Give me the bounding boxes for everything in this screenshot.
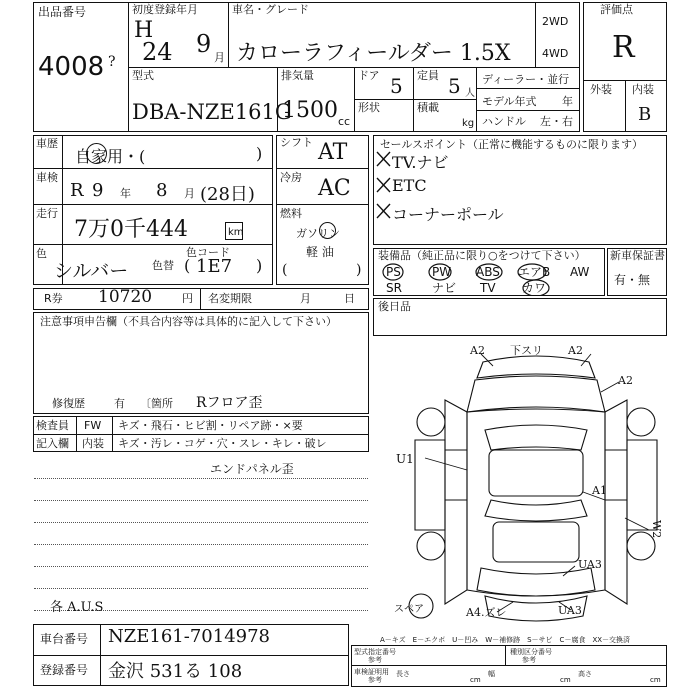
- equip-pw: PW: [432, 265, 452, 279]
- fuel-label: 燃料: [280, 207, 302, 220]
- equip-tv: TV: [480, 281, 496, 295]
- name-change-month: 月: [300, 292, 311, 305]
- sales-point-1: TV.ナビ: [392, 153, 449, 172]
- handle-label: ハンドル: [482, 115, 526, 128]
- fuel-paren-close: ): [356, 262, 362, 278]
- width-unit: cm: [560, 676, 571, 684]
- fw-label: FW: [84, 419, 102, 432]
- load-label: 積載: [417, 101, 439, 114]
- mark-a4-rear: A4.ズレ: [466, 606, 507, 619]
- inspection-month: 8: [156, 180, 168, 201]
- mark-ua3-rear-right: UA3: [578, 558, 602, 571]
- color-paren-open: (: [184, 256, 191, 275]
- first-reg-era: H: [134, 18, 154, 43]
- after-fit-label: 後日品: [378, 300, 411, 313]
- doors-label: ドア: [358, 69, 380, 82]
- mark-u1-left: U1: [396, 452, 414, 466]
- mark-ua3-rear: UA3: [558, 604, 582, 617]
- mileage-unit: km: [228, 227, 244, 238]
- equip-sr: SR: [386, 281, 402, 295]
- recycle-unit: 円: [182, 292, 193, 305]
- equip-ps: PS: [386, 265, 401, 279]
- ac-label: 冷房: [280, 171, 302, 184]
- mark-a2-front-right: A2: [568, 344, 583, 357]
- inspection-year-unit: 年: [120, 187, 131, 200]
- person-unit: 人: [465, 88, 475, 99]
- history-circle: [86, 143, 107, 164]
- ac-value: AC: [318, 176, 351, 201]
- cc-unit: cc: [338, 115, 351, 128]
- sales-point-3: コーナーポール: [392, 205, 504, 224]
- cert-label: 車検証明用: [354, 668, 389, 676]
- car-name: カローラフィールダー 1.5X: [236, 41, 511, 66]
- reg-label: 登録番号: [40, 663, 89, 677]
- interior-score: B: [638, 104, 652, 125]
- repair-label: 修復歴: [52, 397, 85, 410]
- history-label: 車歴: [36, 137, 58, 150]
- sales-point-2: ETC: [392, 176, 427, 195]
- exterior-label: 外装: [590, 83, 612, 96]
- recycle-value: 10720: [98, 287, 153, 307]
- mark-a2-front-left: A2: [470, 344, 485, 357]
- mileage-label: 走行: [36, 207, 58, 220]
- int-label: 内装: [82, 437, 104, 450]
- displacement-label: 排気量: [281, 69, 314, 82]
- damage-legend: A－キズ E－エクボ U－凹み W－補修跡 S－サビ C－腐食 XX－交換済: [380, 636, 631, 644]
- warranty-value: 有・無: [614, 273, 651, 287]
- history-value: 自家用・(: [75, 147, 146, 166]
- after-fit-block: [373, 298, 667, 336]
- mark-a2-right: A2: [618, 374, 633, 387]
- shift-label: シフト: [280, 136, 313, 149]
- chassis-label: 車台番号: [40, 632, 89, 646]
- capacity-value: 5: [448, 74, 461, 98]
- lot-mark: ?: [108, 54, 116, 70]
- chassis-value: NZE161-7014978: [108, 626, 270, 647]
- remark-end-panel: エンドパネル歪: [210, 462, 294, 476]
- inspection-month-unit: 月: [184, 187, 195, 200]
- height-label: 高さ: [578, 670, 592, 678]
- drive-4wd: 4WD: [542, 47, 569, 60]
- name-grade-label: 車名・グレード: [232, 3, 309, 16]
- inspection-label: 車検: [36, 171, 58, 184]
- handle-value: 左・右: [540, 115, 573, 128]
- mark-w2-right: W2: [650, 520, 663, 539]
- width-label: 幅: [488, 670, 495, 678]
- color-label: 色: [36, 247, 47, 260]
- equip-leather: カワ: [522, 281, 547, 295]
- cert-ref: 参考: [368, 676, 382, 684]
- fuel-paren-open: (: [282, 262, 288, 278]
- warranty-label: 新車保証書: [610, 249, 665, 262]
- mark-a1-right: A1: [592, 484, 607, 497]
- int-text: キズ・汚レ・コゲ・穴・スレ・キレ・破レ: [118, 437, 327, 450]
- height-unit: cm: [650, 676, 661, 684]
- fuel-diesel: 軽 油: [306, 245, 334, 259]
- type-label: 型式指定番号: [354, 648, 396, 656]
- equipment-circles: [374, 260, 574, 296]
- repair-part-value: Rフロア歪: [196, 395, 263, 411]
- spare-label: スペア: [394, 604, 424, 615]
- equip-airbag: エアB: [518, 265, 551, 279]
- inspection-era: R: [70, 180, 84, 201]
- class-label: 種別区分番号: [510, 648, 552, 656]
- fuel-gasoline: ガソリン: [296, 227, 340, 240]
- reg-value: 金沢 531る 108: [108, 661, 243, 682]
- capacity-label: 定員: [417, 69, 439, 82]
- mileage-value: 7万0千444: [74, 217, 188, 242]
- first-reg-label: 初度登録年月: [132, 3, 198, 16]
- lot-number: 4008: [38, 52, 105, 82]
- class-ref: 参考: [522, 656, 536, 664]
- equip-navi: ナビ: [432, 281, 457, 295]
- name-change-day: 日: [344, 292, 355, 305]
- repair-value: 有: [114, 397, 125, 410]
- drive-2wd: 2WD: [542, 15, 569, 28]
- color-value: シルバー: [54, 260, 129, 282]
- color-paren-close: ): [256, 256, 263, 275]
- mark-under-scratch: 下スリ: [510, 344, 543, 357]
- sales-points-label: セールスポイント（正常に機能するものに限ります）: [380, 138, 644, 151]
- footer-block: [351, 645, 667, 687]
- first-reg-year: 24: [142, 38, 173, 66]
- history-paren: ): [256, 144, 263, 163]
- model-code: DBA-NZE161G: [132, 100, 292, 124]
- month-unit: 月: [214, 51, 225, 64]
- model-label: 型式: [132, 69, 154, 82]
- equip-abs: ABS: [476, 265, 500, 279]
- color-code-label: 色コード: [186, 246, 230, 259]
- name-change-label: 名変期限: [208, 292, 252, 305]
- inspection-year: 9: [92, 180, 104, 201]
- fw-text: キズ・飛石・ヒビ割・リペア跡・×要: [118, 419, 303, 432]
- equipment-label: 装備品（純正品に限り○をつけて下さい）: [378, 249, 586, 262]
- dealer-label: ディーラー・並行: [482, 73, 570, 86]
- lot-label: 出品番号: [38, 5, 87, 19]
- model-year-label: モデル年式: [482, 95, 537, 108]
- length-label: 長さ: [396, 670, 410, 678]
- type-ref: 参考: [368, 656, 382, 664]
- inspector-label-2: 記入欄: [36, 437, 69, 450]
- fuel-circle: [319, 222, 336, 239]
- model-year-unit: 年: [562, 95, 573, 108]
- shape-label: 形状: [358, 101, 380, 114]
- color-change-label: 色替: [152, 259, 174, 272]
- kg-unit: kg: [462, 118, 475, 129]
- repair-part-label: 〔箇所: [140, 397, 173, 410]
- recycle-label: R券: [44, 292, 63, 305]
- first-reg-month: 9: [196, 30, 212, 58]
- sales-point-check-marks: [374, 148, 396, 224]
- color-code: 1E7: [196, 256, 233, 277]
- displacement-value: 1500: [282, 98, 338, 123]
- equip-aw: AW: [570, 265, 590, 279]
- recycle-row: [33, 288, 369, 310]
- shift-value: AT: [318, 140, 348, 165]
- notes-label: 注意事項申告欄（不具合内容等は具体的に記入して下さい）: [40, 315, 337, 328]
- interior-label: 内装: [632, 83, 654, 96]
- eval-score: R: [612, 30, 635, 65]
- remark-aus: 各 A.U.S: [50, 600, 104, 615]
- length-unit: cm: [470, 676, 481, 684]
- inspection-day: (28日): [200, 184, 255, 205]
- eval-label: 評価点: [600, 3, 633, 16]
- inspector-label-1: 検査員: [36, 419, 69, 432]
- doors-value: 5: [390, 74, 403, 98]
